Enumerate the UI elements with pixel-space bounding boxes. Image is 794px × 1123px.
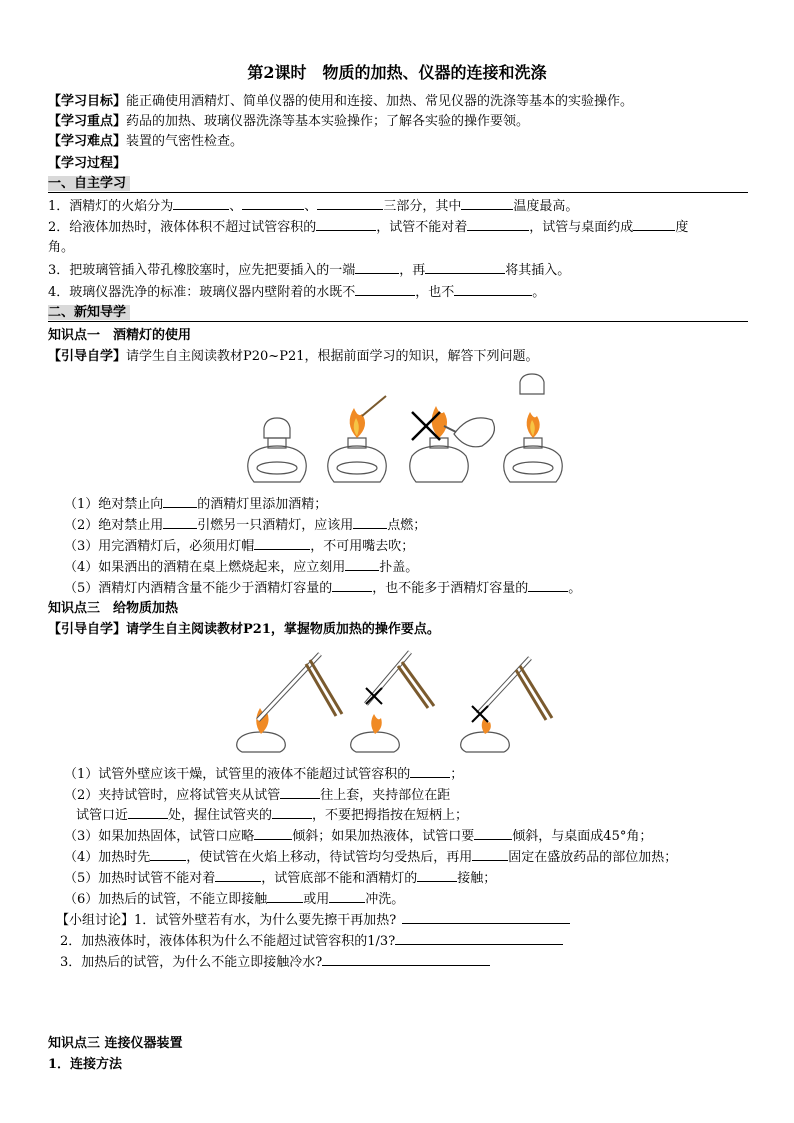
heat-item-2: （2）夹持试管时，应将试管夹从试管 往上套，夹持部位在距: [64, 788, 451, 803]
question-1: 1．酒精灯的火焰分为 、 、 三部分，其中 温度最高。: [48, 199, 579, 214]
blank[interactable]: [410, 765, 450, 778]
blank[interactable]: [329, 890, 365, 903]
blank[interactable]: [215, 869, 261, 882]
blank[interactable]: [528, 579, 568, 592]
blank[interactable]: [332, 579, 372, 592]
group-discussion-1: 【小组讨论】1．试管外壁若有水，为什么要先擦干再加热?: [56, 911, 570, 930]
blank[interactable]: [355, 283, 415, 296]
knowledge-point-3: 知识点三 连接仪器装置: [48, 1036, 183, 1051]
blank[interactable]: [280, 786, 320, 799]
incorrect-heating-1: [351, 652, 434, 752]
question-2-cont: 角。: [48, 240, 75, 255]
learning-goal: 【学习目标】能正确使用酒精灯、简单仪器的使用和连接、加热、常见仪器的洗涤等基本的实验操作。: [48, 94, 634, 109]
incorrect-heating-2: [461, 658, 552, 752]
blank[interactable]: [472, 848, 508, 861]
blank[interactable]: [353, 516, 387, 529]
blank[interactable]: [254, 537, 310, 550]
blank[interactable]: [163, 516, 197, 529]
heat-item-6: （6）加热后的试管，不能立即接触 或用 冲洗。: [64, 892, 405, 907]
knowledge-point-1: 知识点一 酒精灯的使用: [48, 328, 192, 343]
blank[interactable]: [461, 197, 513, 210]
lamp-item-4: （4）如果洒出的酒精在桌上燃烧起来，应立刻用 扑盖。: [64, 560, 419, 575]
blank[interactable]: [242, 197, 304, 210]
blank[interactable]: [272, 806, 312, 819]
heat-item-3: （3）如果加热固体，试管口应略 倾斜；如果加热液体，试管口要 倾斜，与桌面成45°角；: [64, 829, 653, 844]
group-discussion-2: 2．加热液体时，液体体积为什么不能超过试管容积的1/3?: [60, 932, 563, 951]
question-3: 3．把玻璃管插入带孔橡胶塞时，应先把要插入的一端 ，再 将其插入。: [48, 263, 571, 278]
blank[interactable]: [316, 218, 376, 231]
blank[interactable]: [474, 827, 512, 840]
section-self-study: 一、自主学习: [48, 175, 748, 193]
question-4: 4．玻璃仪器洗净的标准：玻璃仪器内壁附着的水既不 ，也不 。: [48, 285, 546, 300]
blank[interactable]: [395, 932, 563, 945]
blank[interactable]: [173, 197, 229, 210]
blank[interactable]: [150, 848, 186, 861]
learning-key-points: 【学习重点】药品的加热、玻璃仪器洗涤等基本实验操作；了解各实验的操作要领。: [48, 114, 530, 129]
lamp-item-3: （3）用完酒精灯后，必须用灯帽 ，不可用嘴去吹；: [64, 539, 415, 554]
guide-2: 【引导自学】请学生自主阅读教材P21，掌握物质加热的操作要点。: [48, 622, 440, 637]
guide-1: 【引导自学】请学生自主阅读教材P20~P21，根据前面学习的知识，解答下列问题。: [48, 349, 539, 364]
heat-item-5: （5）加热时试管不能对着 ，试管底部不能和酒精灯的 接触；: [64, 871, 497, 886]
learning-process: 【学习过程】: [48, 156, 127, 171]
heat-item-1: （1）试管外壁应该干燥，试管里的液体不能超过试管容积的 ；: [64, 767, 464, 782]
lamp-lighting-from-another-lamp: [410, 406, 495, 482]
heat-item-2-cont: 试管口近 处，握住试管夹的 ，不要把拇指按在短柄上；: [76, 808, 469, 823]
blank[interactable]: [317, 197, 383, 210]
lamp-item-2: （2）绝对禁止用 引燃另一只酒精灯，应该用 点燃；: [64, 518, 427, 533]
blank[interactable]: [254, 827, 292, 840]
knowledge-point-2: 知识点三 给物质加热: [48, 601, 179, 616]
blank[interactable]: [402, 911, 570, 924]
blank[interactable]: [345, 558, 379, 571]
question-2: 2．给液体加热时，液体体积不超过试管容积的 ，试管不能对着 ，试管与桌面约成 度: [48, 220, 689, 235]
connect-method: 1．连接方法: [48, 1057, 123, 1072]
lamp-lit-by-match: [328, 396, 387, 482]
lamp-item-1: （1）绝对禁止向 的酒精灯里添加酒精；: [64, 497, 328, 512]
blank[interactable]: [417, 869, 457, 882]
blank[interactable]: [322, 953, 490, 966]
blank[interactable]: [467, 218, 529, 231]
group-discussion-3: 3．加热后的试管，为什么不能立即接触冷水?: [60, 953, 490, 972]
blank[interactable]: [163, 495, 197, 508]
blank[interactable]: [454, 283, 532, 296]
lamp-item-5: （5）酒精灯内酒精含量不能少于酒精灯容量的 ，也不能多于酒精灯容量的 。: [64, 581, 582, 596]
lamp-with-cap: [248, 418, 307, 482]
blank[interactable]: [355, 261, 399, 274]
section-new-knowledge: 二、新知导学: [48, 304, 748, 322]
blank[interactable]: [267, 890, 303, 903]
alcohol-lamp-illustration: [230, 372, 570, 488]
page-title: 第2课时 物质的加热、仪器的连接和洗涤: [247, 63, 547, 82]
blank[interactable]: [633, 218, 675, 231]
blank[interactable]: [128, 806, 168, 819]
lamp-cap-removed: [504, 374, 563, 482]
blank[interactable]: [425, 261, 505, 274]
correct-heating: [237, 654, 342, 752]
heat-item-4: （4）加热时先 ，使试管在火焰上移动，待试管均匀受热后，再用 固定在盛放药品的部位加热；: [64, 850, 678, 865]
learning-difficulty: 【学习难点】装置的气密性检查。: [48, 134, 244, 149]
test-tube-heating-illustration: [230, 644, 560, 756]
